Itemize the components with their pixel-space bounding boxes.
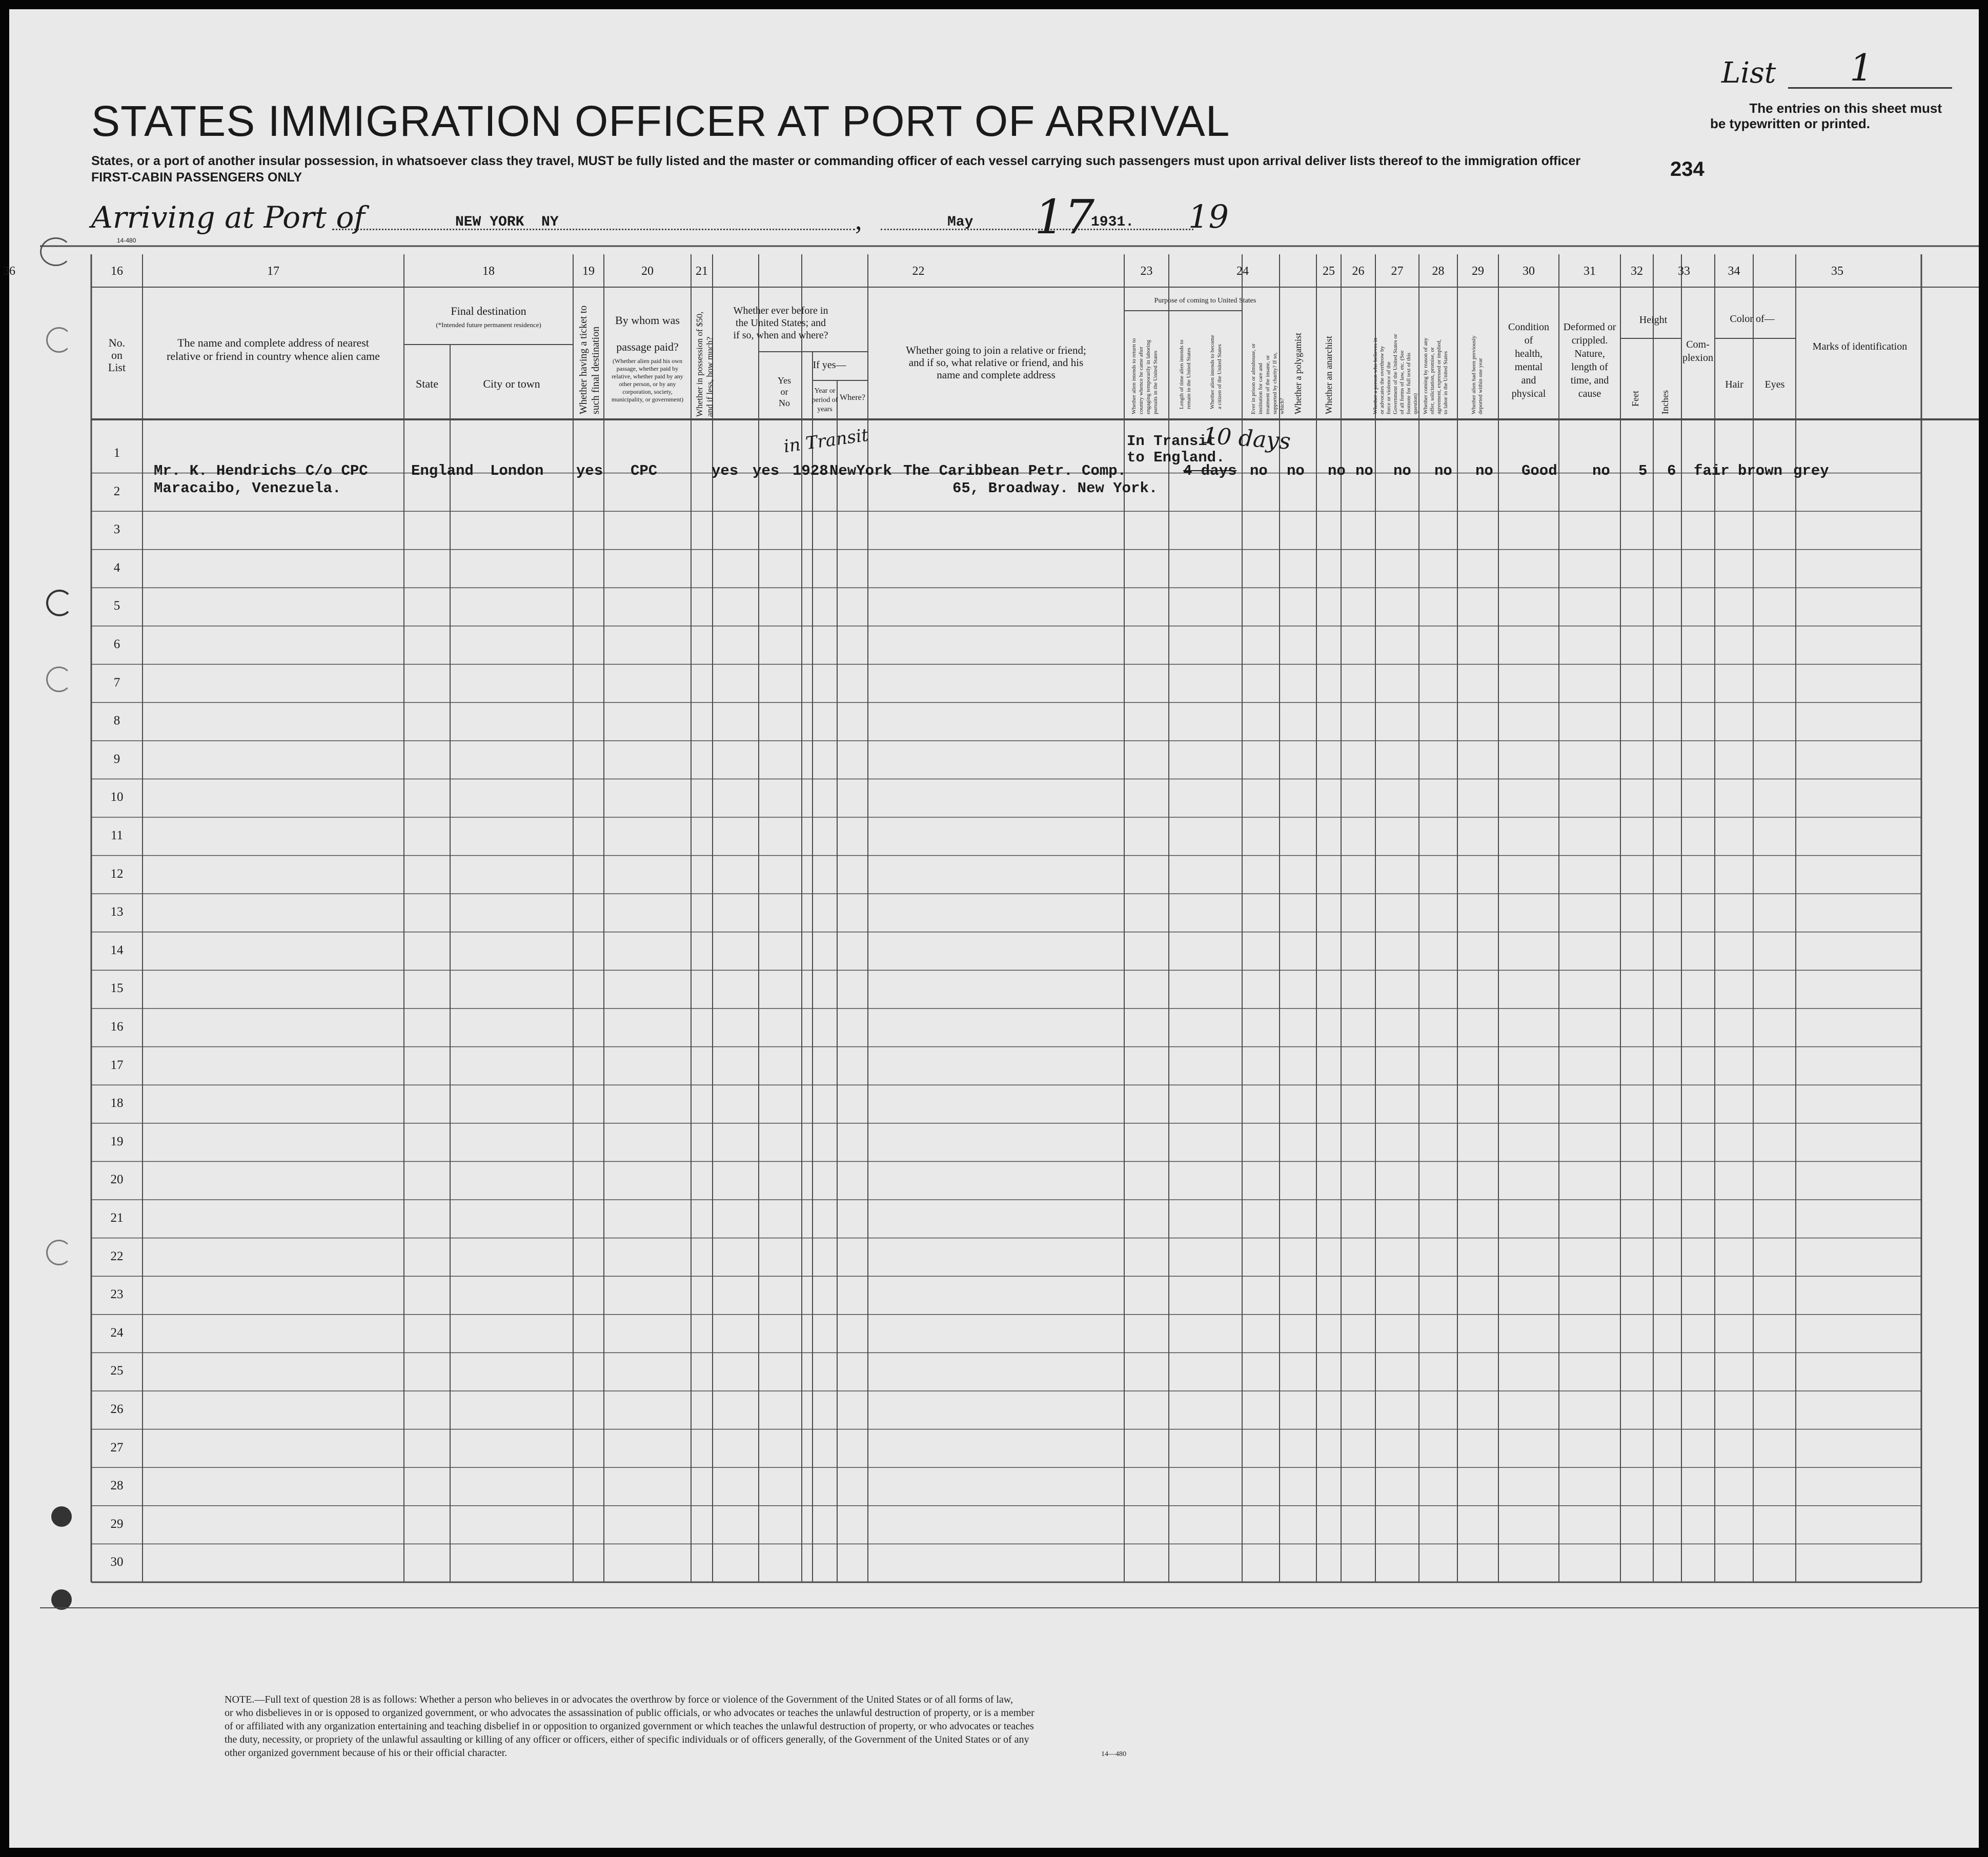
- port-value: NEW YORK NY: [455, 214, 559, 230]
- header-ticket: Whether having a ticket to: [578, 305, 589, 414]
- row-number: 11: [110, 829, 124, 842]
- column-number: 16: [111, 265, 123, 278]
- header-purpose: Purpose of coming to United States: [1154, 297, 1256, 305]
- row-number: 7: [113, 675, 120, 690]
- complexion-value: fair: [1694, 462, 1730, 479]
- column-number: 33: [1678, 265, 1690, 278]
- header-inches: Inches: [1660, 390, 1670, 414]
- form-code-top: 14-480: [117, 237, 136, 244]
- header-passage-paid: passage paid?: [616, 340, 679, 353]
- header-year-or-period: years: [817, 406, 833, 413]
- header-deformed: crippled.: [1571, 335, 1608, 346]
- header-deformed: Nature,: [1574, 348, 1605, 359]
- destination-city: London: [490, 462, 544, 479]
- header-ticket: such final destination: [590, 326, 601, 414]
- header-final-destination: Final destination: [451, 305, 526, 317]
- header-passage-paid-note: (Whether alien paid his own: [613, 357, 682, 365]
- header-possession-50: and if less, how much?: [705, 336, 715, 417]
- where-annotation: in Transit: [782, 425, 870, 457]
- column-number: 23: [1140, 265, 1153, 278]
- header-passage-paid-note: municipality, or government): [611, 396, 684, 403]
- header-passage-paid-note: passage, whether paid by: [616, 365, 679, 372]
- header-purpose-citizen: Whether alien intends to become: [1209, 335, 1215, 409]
- join-line2: 65, Broadway. New York.: [952, 480, 1158, 497]
- sheet-number: 234: [1670, 158, 1705, 180]
- header-passage-paid-note: other person, or by any: [619, 380, 676, 388]
- footnote-line1: NOTE.—Full text of question 28 is as follows: Whether a person who believes in or advocates the overthrow by force or violence of the Government of the United States or of all forms of law,: [225, 1694, 1013, 1705]
- header-health: health,: [1515, 348, 1543, 359]
- header-health: and: [1521, 375, 1536, 386]
- header-passage-paid: By whom was: [615, 314, 680, 327]
- row-number: 29: [110, 1517, 124, 1531]
- header-hair: Hair: [1725, 379, 1743, 390]
- row-number: 4: [113, 560, 120, 575]
- header-q29: to labor in the United States: [1443, 351, 1449, 414]
- column-number: 24: [1236, 265, 1249, 278]
- column-number: 21: [696, 265, 708, 278]
- header-purpose-length: remain in the United States: [1186, 348, 1192, 409]
- header-join-relative: and if so, what relative or friend, and his: [908, 356, 1084, 369]
- passenger-class: FIRST-CABIN PASSENGERS ONLY: [91, 170, 302, 185]
- column-number: 29: [1472, 265, 1484, 278]
- footnote-line3: of or affiliated with any organization entertaining and teaching disbelief in or opposition to organized government or which teaches the unlawful destruction of property, or who advocates or teaches: [225, 1721, 1034, 1732]
- day-value: 17: [1034, 190, 1095, 245]
- header-health: mental: [1514, 361, 1543, 373]
- row-number: 28: [110, 1479, 124, 1493]
- column-number: 35: [1831, 265, 1843, 278]
- length-handwritten: 10 days: [1202, 422, 1292, 455]
- header-deformed: Deformed or: [1563, 321, 1616, 333]
- footnote-form-code: 14—480: [1101, 1750, 1126, 1758]
- port-comma: ,: [855, 205, 862, 235]
- header-before-in-us: if so, when and where?: [733, 330, 828, 341]
- citizen-value: no: [1250, 462, 1268, 479]
- row-number: 8: [113, 714, 120, 728]
- footnote-line5: other organized government because of his or their official character.: [225, 1747, 508, 1759]
- row-number: 21: [110, 1211, 124, 1225]
- before-in-us-value: yes: [753, 462, 780, 479]
- row-number: 5: [113, 599, 120, 613]
- row-number: 12: [110, 866, 124, 881]
- row-number: 17: [110, 1058, 124, 1072]
- column-number: 36: [3, 265, 15, 278]
- column-number: 25: [1323, 265, 1335, 278]
- q30-value: no: [1475, 462, 1493, 479]
- row-number: 22: [110, 1249, 124, 1263]
- page-title: STATES IMMIGRATION OFFICER AT PORT OF ARRIVAL: [91, 97, 1230, 145]
- header-join-relative: Whether going to join a relative or friend;: [906, 344, 1086, 356]
- header-q28: of all forms of law, etc. (See: [1399, 350, 1405, 414]
- row-number: 10: [110, 790, 124, 804]
- q29-value: no: [1434, 462, 1452, 479]
- header-city: City or town: [483, 377, 540, 390]
- height-feet: 5: [1638, 462, 1648, 479]
- column-number: 31: [1584, 265, 1596, 278]
- header-state: State: [416, 377, 438, 390]
- hair-value: brown: [1738, 462, 1783, 479]
- header-purpose-return: Whether alien intends to return to: [1131, 338, 1137, 414]
- row-number: 6: [113, 637, 120, 651]
- year-typed: 1931.: [1091, 214, 1134, 230]
- purpose-line1: In Transit: [1127, 433, 1216, 450]
- header-health: physical: [1511, 388, 1546, 399]
- year-value: 1928: [793, 462, 828, 479]
- row-number: 19: [110, 1134, 124, 1148]
- anarchist-value: no: [1355, 462, 1373, 479]
- header-marks: Marks of identification: [1812, 341, 1908, 352]
- header-q30: Whether alien had been previously: [1471, 335, 1477, 414]
- possession-50-value: yes: [712, 462, 739, 479]
- relative-line2: Maracaibo, Venezuela.: [154, 480, 341, 497]
- row-number: 23: [110, 1287, 124, 1302]
- row-number: 3: [113, 522, 120, 537]
- header-anarchist: Whether an anarchist: [1324, 336, 1334, 414]
- header-color-of: Color of—: [1730, 313, 1775, 325]
- polygamist-value: no: [1328, 462, 1346, 479]
- header-purpose-return: engaging temporarily in laboring: [1145, 339, 1151, 414]
- list-number: 1: [1850, 46, 1873, 89]
- header-health: of: [1524, 335, 1533, 346]
- header-nearest-relative: relative or friend in country whence alien came: [167, 350, 380, 362]
- header-year-or-period: period of: [812, 396, 838, 404]
- row-number: 1: [113, 446, 120, 460]
- header-complexion: Com-: [1686, 339, 1710, 350]
- prison-value: no: [1287, 462, 1305, 479]
- header-prison: supported by charity? If so,: [1272, 352, 1278, 414]
- header-q28: Whether a person who believes in: [1372, 337, 1378, 414]
- header-deformed: length of: [1571, 361, 1608, 373]
- row-number: 20: [110, 1173, 124, 1187]
- header-purpose-return: pursuits in the United States: [1152, 350, 1159, 414]
- row-number: 30: [110, 1555, 124, 1569]
- column-number: 17: [267, 265, 279, 278]
- header-q30: deported within one year: [1477, 358, 1484, 414]
- header-nearest-relative: The name and complete address of nearest: [177, 336, 369, 349]
- header-complexion: plexion: [1682, 352, 1713, 364]
- column-number: 27: [1391, 265, 1404, 278]
- header-final-destination-note: (*Intended future permanent residence): [436, 321, 541, 329]
- column-number: 20: [641, 265, 654, 278]
- column-number: 19: [582, 265, 595, 278]
- column-number: 22: [912, 265, 925, 278]
- header-no-on-list: No.: [108, 336, 126, 349]
- row-number: 24: [110, 1325, 124, 1340]
- header-purpose-return: country whence he came after: [1138, 347, 1144, 414]
- column-number: 26: [1352, 265, 1365, 278]
- header-yes-or-no: Yes: [777, 375, 792, 386]
- header-yes-or-no: No: [779, 398, 790, 408]
- header-where: Where?: [840, 393, 865, 402]
- header-feet: Feet: [1630, 391, 1640, 407]
- column-number: 30: [1523, 265, 1535, 278]
- row-number: 16: [110, 1020, 124, 1034]
- purpose-line2: to England.: [1127, 449, 1225, 466]
- header-passage-paid-note: corporation, society,: [622, 388, 673, 395]
- header-q29: offer, solicitation, promise, or: [1429, 347, 1435, 414]
- header-q29: Whether coming by reason of any: [1423, 337, 1429, 414]
- header-q28: question): [1412, 393, 1418, 414]
- join-line1: The Caribbean Petr. Comp.: [903, 462, 1127, 479]
- ticket-value: yes: [576, 462, 603, 479]
- list-label: List: [1721, 56, 1776, 90]
- header-q28: Government of the United States or: [1392, 334, 1398, 414]
- row-number: 14: [110, 943, 124, 957]
- height-inches: 6: [1667, 462, 1676, 479]
- header-purpose-length: Length of time alien intends to: [1179, 339, 1185, 409]
- row-number: 26: [110, 1402, 124, 1416]
- header-prison: institution for care and: [1257, 363, 1264, 414]
- manifest-sheet: [3, 9, 1979, 1848]
- header-eyes: Eyes: [1764, 379, 1785, 390]
- header-purpose-citizen: a citizen of the United States: [1216, 344, 1223, 409]
- header-prison: Ever in prison or almshouse, or: [1250, 343, 1256, 414]
- header-join-relative: name and complete address: [937, 369, 1056, 381]
- where-value: NewYork: [829, 462, 892, 479]
- destination-state: England: [411, 462, 474, 479]
- row-number: 27: [110, 1440, 124, 1455]
- relative-line1: Mr. K. Hendrichs C/o CPC: [154, 462, 368, 479]
- header-prison: which?: [1279, 398, 1285, 414]
- header-height: Height: [1639, 314, 1668, 326]
- row-number: 15: [110, 981, 124, 996]
- passage-paid-by: CPC: [631, 462, 658, 479]
- footnote-line4: the duty, necessity, or propriety of the unlawful assaulting or killing of any officer or officers, either of specific individuals or of officers generally, of the Government of the United States or of any: [225, 1734, 1029, 1745]
- header-deformed: time, and: [1570, 375, 1609, 386]
- footnote-line2: or who disbelieves in or is opposed to organized government, or who advocates the assassination of public officials, or who advocates or teaches the unlawful destruction of property, or is a member: [225, 1707, 1034, 1719]
- row-number: 18: [110, 1096, 124, 1111]
- row-number: 13: [110, 905, 124, 919]
- arriving-label: Arriving at Port of: [91, 200, 365, 235]
- eyes-value: grey: [1793, 462, 1829, 479]
- header-no-on-list: on: [111, 349, 123, 361]
- header-q29: agreement, expressed or implied,: [1436, 339, 1442, 414]
- header-deformed: cause: [1578, 388, 1601, 399]
- header-q28: force or violence of the: [1386, 361, 1392, 414]
- health-value: Good: [1522, 462, 1557, 479]
- length-typed: 4 days: [1183, 462, 1237, 479]
- header-polygamist: Whether a polygamist: [1293, 333, 1303, 414]
- typewritten-note-line2: be typewritten or printed.: [1710, 116, 1870, 131]
- header-year-or-period: Year or: [814, 387, 836, 395]
- manifest-table: [3, 9, 1979, 1848]
- typewritten-note-line1: The entries on this sheet must: [1749, 100, 1942, 116]
- row-number: 25: [110, 1364, 124, 1378]
- notice-line: States, or a port of another insular possession, in whatsoever class they travel, MUST be fully listed and the master or commanding officer of each vessel carrying such passengers must upon arrival deliver lists thereof to the immigration officer: [91, 154, 1580, 168]
- header-yes-or-no: or: [780, 387, 788, 397]
- header-if-yes: If yes—: [813, 359, 846, 371]
- column-number: 18: [482, 265, 495, 278]
- header-no-on-list: List: [108, 361, 126, 374]
- header-q28: footnote for full text of this: [1406, 352, 1412, 414]
- month-value: May: [947, 214, 973, 230]
- row-number: 2: [113, 484, 120, 498]
- header-before-in-us: Whether ever before in: [733, 305, 828, 316]
- row-number: 9: [113, 752, 120, 766]
- header-health: Condition: [1508, 321, 1550, 333]
- column-number: 34: [1728, 265, 1740, 278]
- header-passage-paid-note: relative, whether paid by any: [612, 373, 683, 380]
- q28-value: no: [1393, 462, 1411, 479]
- year-prefix: 19: [1188, 198, 1229, 235]
- column-number: 28: [1432, 265, 1445, 278]
- header-before-in-us: the United States; and: [735, 317, 826, 329]
- header-prison: treatment of the insane, or: [1265, 355, 1271, 414]
- header-possession-50: Whether in possession of $50,: [695, 311, 704, 417]
- column-number: 32: [1631, 265, 1643, 278]
- deformed-value: no: [1592, 462, 1610, 479]
- header-q28: or advocates the overthrow by: [1379, 346, 1385, 414]
